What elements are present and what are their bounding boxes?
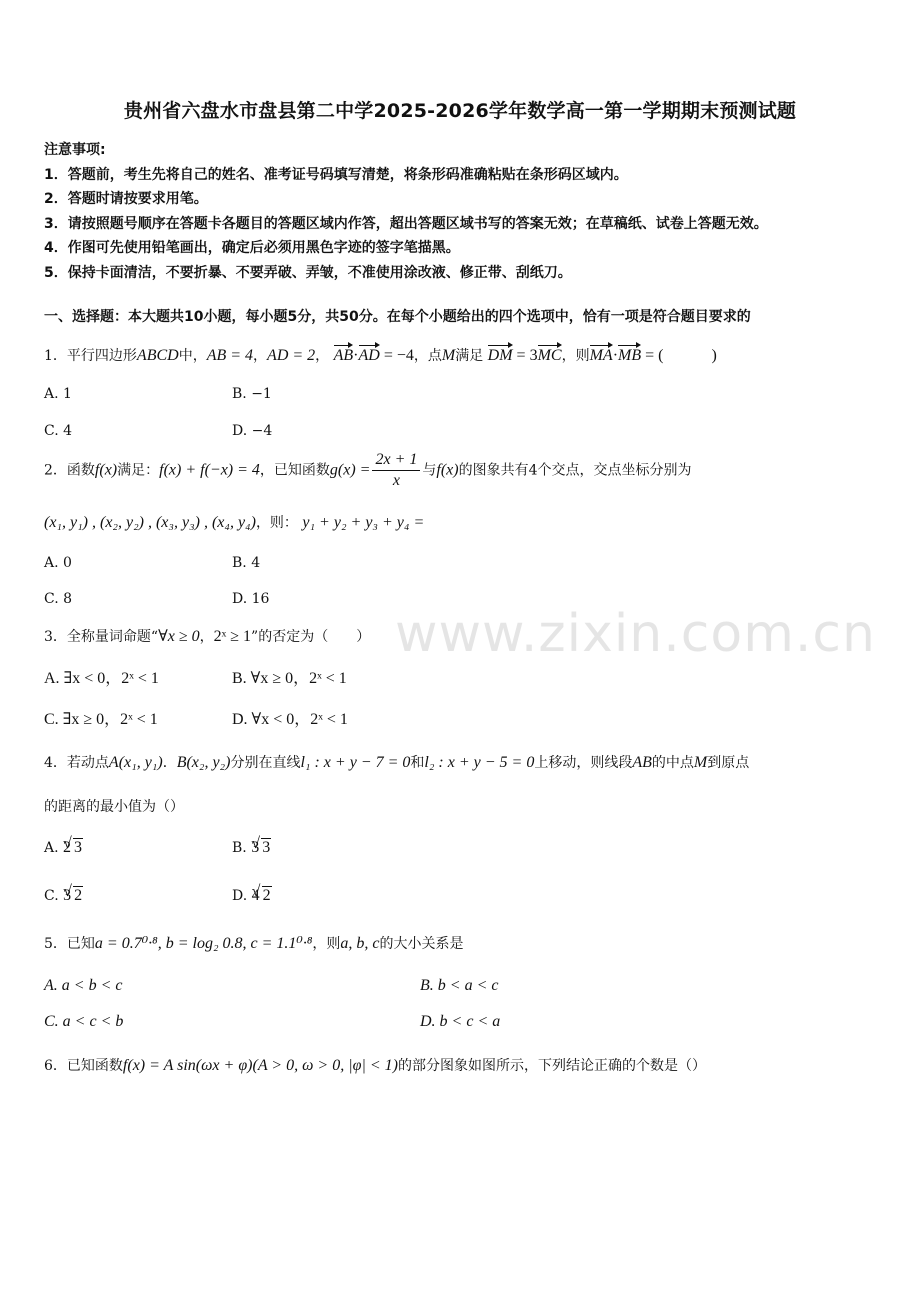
option-a[interactable]: A. 2√ 3 bbox=[44, 838, 83, 857]
question-3-stem: 3．全称量词命题“∀x ≥ 0，2ˣ ≥ 1”的否定为（ ） bbox=[44, 628, 371, 645]
question-2-stem: 2．函数f(x)满足：f(x) + f(−x) = 4，已知函数g(x) = $\frac{2x + 1}{x}$ 与f(x)的图象共有4个交点，交点坐标分别为 bbox=[44, 451, 692, 489]
question-4-stem-line2: 的距离的最小值为（） bbox=[44, 799, 184, 815]
vector-ad: AD bbox=[358, 347, 380, 364]
option-b[interactable]: B. b < a < c bbox=[420, 977, 499, 994]
question-6-stem: 6．已知函数f(x) = A sin(ωx + φ)(A > 0, ω > 0, |φ| < 1)的部分图象如图所示，下列结论正确的个数是（） bbox=[44, 1057, 706, 1074]
option-a[interactable]: A. 0 bbox=[44, 555, 72, 571]
section-heading: 一、选择题：本大题共10小题，每小题5分，共50分。在每个小题给出的四个选项中，恰有一项是符合题目要求的 bbox=[44, 309, 751, 325]
vector-dm: DM bbox=[487, 347, 513, 364]
vector-mb: MB bbox=[618, 347, 642, 364]
question-4-stem: 4．若动点A(x₁, y₁)．B(x₂, y₂)分别在直线l₁ : x + y − 7 = 0和l₂ : x + y − 5 = 0上移动，则线段AB的中点M到原点 bbox=[44, 754, 750, 771]
sqrt-symbol: √ 3 bbox=[73, 838, 83, 857]
sqrt-symbol: √ 2 bbox=[73, 886, 83, 905]
question-2-stem-line2: (x₁, y₁) , (x₂, y₂) , (x₃, y₃) , (x₄, y₄)，则： y₁ + y₂ + y₃ + y₄ = bbox=[44, 514, 425, 531]
vector-ma: MA bbox=[589, 347, 613, 364]
vector-ab: AB bbox=[333, 347, 354, 364]
option-b[interactable]: B. ∀x ≥ 0，2ˣ < 1 bbox=[232, 670, 347, 687]
option-b[interactable]: B. 4 bbox=[232, 555, 261, 571]
option-c[interactable]: C. 3√ 2 bbox=[44, 886, 83, 905]
fraction: $\frac{2x + 1}{x}$ bbox=[372, 450, 420, 491]
option-c[interactable]: C. 8 bbox=[44, 591, 73, 607]
option-d[interactable]: D. b < c < a bbox=[420, 1013, 501, 1030]
note-item: 5．保持卡面清洁，不要折暴、不要弄破、弄皱，不准使用涂改液、修正带、刮纸刀。 bbox=[44, 264, 572, 281]
note-item: 2．答题时请按要求用笔。 bbox=[44, 191, 208, 207]
question-1-stem: 1．平行四边形ABCD中，AB = 4，AD = 2， AB·AD = −4，点M满足 DM = 3MC，则MA·MB = ( ) bbox=[44, 347, 717, 364]
sqrt-symbol: √ 2 bbox=[262, 886, 272, 905]
option-b[interactable]: B. −1 bbox=[232, 386, 272, 402]
option-c[interactable]: C. ∃x ≥ 0，2ˣ < 1 bbox=[44, 711, 158, 728]
option-c[interactable]: C. 4 bbox=[44, 423, 73, 439]
option-a[interactable]: A. ∃x < 0，2ˣ < 1 bbox=[44, 670, 159, 687]
notes-block bbox=[44, 138, 894, 285]
notes-heading: 注意事项: bbox=[44, 142, 106, 158]
question-5-stem: 5．已知a = 0.7⁰·⁸, b = log₂ 0.8, c = 1.1⁰·⁸，则a, b, c的大小关系是 bbox=[44, 935, 464, 952]
option-d[interactable]: D. ∀x < 0，2ˣ < 1 bbox=[232, 711, 348, 728]
watermark: www.zixin.com.cn bbox=[395, 604, 876, 664]
page-title: 贵州省六盘水市盘县第二中学2025-2026学年数学高一第一学期期末预测试题 bbox=[123, 100, 797, 122]
option-a[interactable]: A. a < b < c bbox=[44, 977, 123, 994]
option-d[interactable]: D. −4 bbox=[232, 423, 273, 439]
option-a[interactable]: A. 1 bbox=[44, 386, 72, 402]
option-d[interactable]: D. 16 bbox=[232, 591, 270, 607]
option-d[interactable]: D. 4√ 2 bbox=[232, 886, 272, 905]
option-c[interactable]: C. a < c < b bbox=[44, 1013, 124, 1030]
vector-mc: MC bbox=[537, 347, 562, 364]
sqrt-symbol: √ 3 bbox=[261, 838, 271, 857]
note-item: 3．请按照题号顺序在答题卡各题目的答题区域内作答，超出答题区域书写的答案无效；在草稿纸、试卷上答题无效。 bbox=[44, 215, 768, 232]
option-b[interactable]: B. 3√ 3 bbox=[232, 838, 271, 857]
note-item: 4．作图可先使用铅笔画出，确定后必须用黑色字迹的签字笔描黑。 bbox=[44, 240, 460, 256]
note-item: 1．答题前，考生先将自己的姓名、准考证号码填写清楚，将条形码准确粘贴在条形码区域内。 bbox=[44, 166, 628, 183]
